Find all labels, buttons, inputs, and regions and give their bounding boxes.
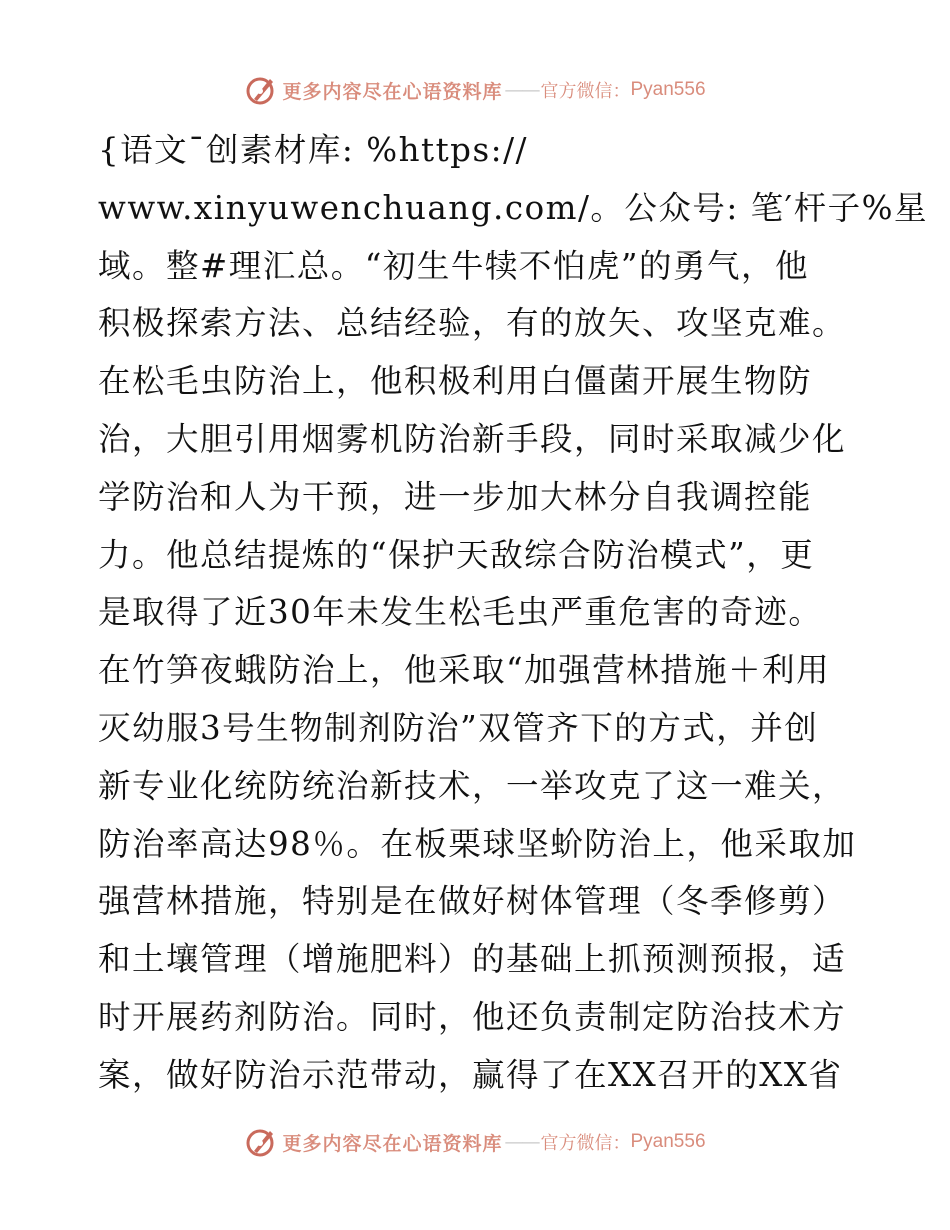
body-line: 防治率高达98％。在板栗球坚蚧防治上，他采取加 — [98, 824, 857, 863]
body-line: 时开展药剂防治。同时，他还负责制定防治技术方 — [98, 997, 847, 1036]
body-line: www.xinyuwenchuang.com/。公众号: 笔′杆子%星 — [98, 188, 928, 227]
body-line: 在松毛虫防治上，他积极利用白僵菌开展生物防 — [98, 362, 813, 401]
body-line: 案，做好防治示范带动，赢得了在XX召开的XX省 — [98, 1055, 843, 1094]
banner-text: 更多内容尽在心语资料库 — [282, 80, 503, 103]
body-line: 灭幼服3号生物制剂防治”双管齐下的方式，并创 — [98, 708, 819, 747]
document-body — [98, 122, 928, 1105]
banner-dash: —— — [504, 79, 539, 101]
body-line: 治，大胆引用烟雾机防治新手段，同时采取减少化 — [98, 419, 847, 458]
body-line: 强营林措施，特别是在做好树体管理（冬季修剪） — [98, 882, 847, 921]
body-line: 域。整#理汇总。“初生牛犊不怕虎”的勇气，他 — [98, 246, 809, 285]
banner-wechat-label: 官方微信： — [540, 1133, 631, 1154]
body-line: 力。他总结提炼的“保护天敌综合防治模式”，更 — [98, 535, 815, 574]
body-line: {语文¯创素材库: %https:// — [98, 131, 528, 169]
body-line: 是取得了近30年未发生松毛虫严重危害的奇迹。 — [98, 593, 823, 632]
body-line: 学防治和人为干预，进一步加大林分自我调控能 — [98, 477, 813, 516]
body-line: 新专业化统防统治新技术，一举攻克了这一难关， — [98, 766, 847, 805]
body-line: 在竹笋夜蛾防治上，他采取“加强营林措施＋利用 — [98, 651, 831, 690]
banner-wechat-label: 官方微信： — [540, 81, 631, 102]
quill-circle-logo-icon — [244, 1125, 278, 1159]
quill-circle-logo-icon — [244, 73, 278, 107]
banner-text: 更多内容尽在心语资料库 — [282, 1132, 503, 1155]
banner-wechat-id: Pyan556 — [630, 79, 706, 100]
body-line: 和土壤管理（增施肥料）的基础上抓预测预报，适 — [98, 940, 847, 979]
footer-banner — [0, 1122, 950, 1162]
header-banner — [0, 70, 950, 110]
body-line: 积极探索方法、总结经验，有的放矢、攻坚克难。 — [98, 304, 847, 343]
banner-wechat-id: Pyan556 — [630, 1131, 706, 1152]
banner-dash: —— — [504, 1131, 539, 1153]
